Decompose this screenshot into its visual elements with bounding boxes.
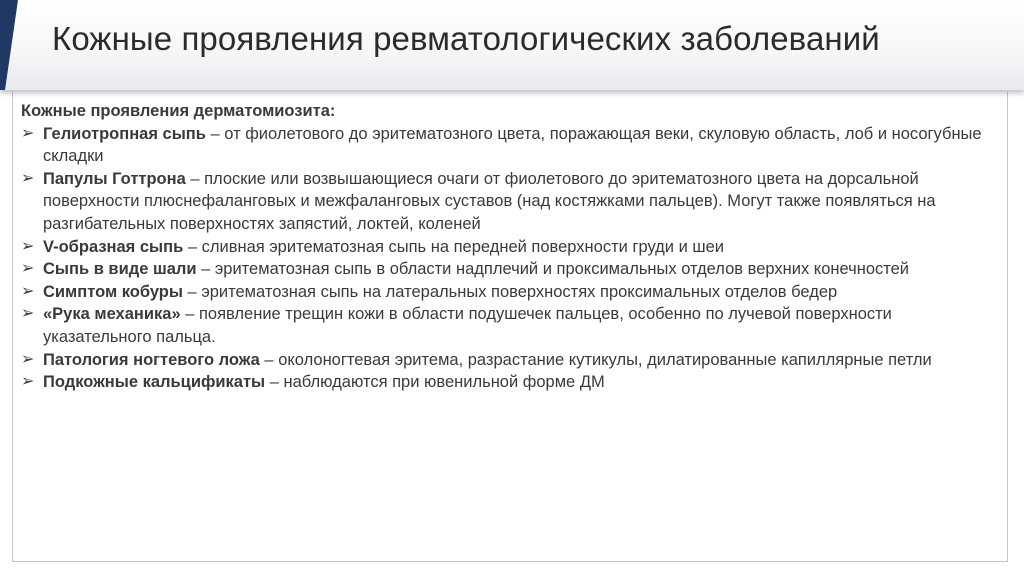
item-text: – сливная эритематозная сыпь на передней поверхности груди и шеи (183, 237, 725, 256)
item-text: – эритематозная сыпь на латеральных поверхностях проксимальных отделов бедер (182, 282, 838, 301)
list-item (21, 371, 996, 394)
arrow-bullet-icon: ➢ (21, 350, 35, 368)
list-item (21, 258, 996, 281)
list-item (21, 349, 996, 372)
item-term: Папулы Готтрона (43, 169, 186, 188)
item-term: Патология ногтевого ложа (43, 350, 260, 369)
item-term: Симптом кобуры (43, 282, 183, 301)
list-item (21, 281, 996, 304)
item-text: – плоские или возвышающиеся очаги от фиолетового до эритематозного цвета на дорсальной поверхности плюснефаланговых и межфаланговых суставов (над костяжками пальцев). Могут также появляться на разгибательных поверхностях запястий, локтей, коленей (43, 169, 936, 233)
list-item (21, 236, 996, 259)
section-heading: Кожные проявления дерматомиозита: (21, 102, 336, 120)
item-text: – появление трещин кожи в области подушечек пальцев, особенно по лучевой поверхности указательного пальца. (43, 305, 892, 346)
slide-title: Кожные проявления ревматологических заболеваний (52, 20, 880, 57)
arrow-bullet-icon: ➢ (21, 260, 35, 278)
item-term: V-образная сыпь (43, 237, 184, 256)
arrow-bullet-icon: ➢ (21, 282, 35, 300)
item-term: Гелиотропная сыпь (43, 124, 206, 143)
bullet-list (21, 123, 996, 394)
item-term: «Рука механика» (43, 305, 181, 324)
list-item (21, 168, 996, 236)
content-area (21, 100, 996, 394)
item-term: Подкожные кальцификаты (43, 373, 266, 392)
item-text: – околоногтевая эритема, разрастание кутикулы, дилатированные капиллярные петли (259, 350, 932, 369)
item-text: – наблюдаются при ювенильной форме ДМ (265, 373, 605, 392)
item-text: – эритематозная сыпь в области надплечий и проксимальных отделов верхних конечностей (196, 260, 910, 279)
arrow-bullet-icon: ➢ (21, 373, 35, 391)
arrow-bullet-icon: ➢ (21, 237, 35, 255)
arrow-bullet-icon: ➢ (21, 305, 35, 323)
arrow-bullet-icon: ➢ (21, 124, 35, 142)
arrow-bullet-icon: ➢ (21, 169, 35, 187)
item-term: Сыпь в виде шали (43, 260, 197, 279)
list-item (21, 123, 996, 168)
slide-header (0, 0, 1024, 90)
list-item (21, 303, 996, 348)
corner-accent-shape (0, 0, 30, 90)
item-text: – от фиолетового до эритематозного цвета, поражающая веки, скуловую область, лоб и носогубные складки (43, 124, 982, 166)
